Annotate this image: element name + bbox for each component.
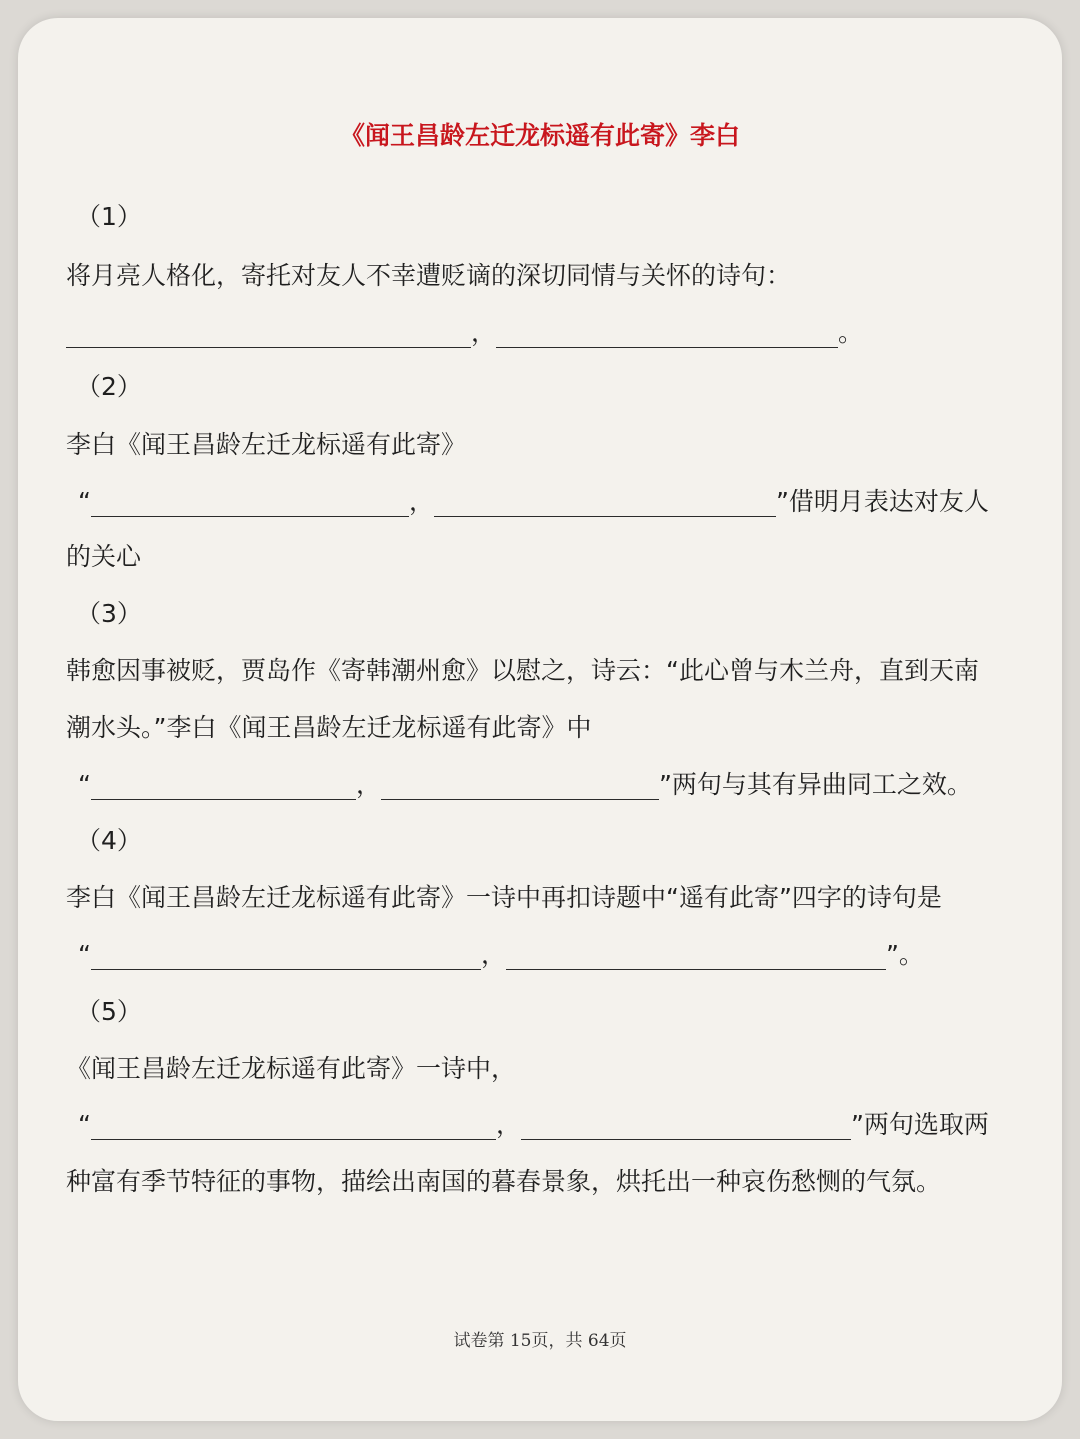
open-quote: “ [78, 1110, 91, 1139]
question-3-answer-line [78, 770, 972, 800]
open-quote: “ [78, 487, 91, 516]
close-quote-period: ”。 [885, 940, 924, 969]
question-1-prompt: 将月亮人格化，寄托对友人不幸遭贬谪的深切同情与关怀的诗句： [66, 261, 792, 290]
question-4-number: （4） [76, 826, 142, 855]
comma: ， [408, 487, 434, 516]
open-quote: “ [78, 940, 91, 969]
comma: ， [495, 1110, 521, 1139]
question-2-number: （2） [76, 372, 142, 401]
answer-blank[interactable] [91, 490, 409, 517]
answer-blank[interactable] [91, 773, 356, 800]
question-1-number: （1） [76, 202, 142, 231]
question-3-suffix: ”两句与其有异曲同工之效。 [658, 770, 972, 799]
answer-blank[interactable] [521, 1113, 851, 1140]
question-5-prompt: 《闻王昌龄左迁龙标遥有此寄》一诗中， [66, 1054, 517, 1083]
comma: ， [355, 770, 381, 799]
open-quote: “ [78, 770, 91, 799]
question-5-answer-line [78, 1110, 989, 1140]
question-4-answer-line [78, 940, 924, 970]
comma: ， [471, 318, 497, 347]
page-title: 《闻王昌龄左迁龙标遥有此寄》李白 [339, 121, 740, 150]
question-2-suffix: ”借明月表达对友人 [775, 487, 989, 516]
comma: ， [480, 940, 506, 969]
question-4-prompt: 李白《闻王昌龄左迁龙标遥有此寄》一诗中再扣诗题中“遥有此寄”四字的诗句是 [66, 883, 942, 912]
page-footer: 试卷第 15页，共 64页 [453, 1331, 627, 1351]
answer-blank[interactable] [434, 490, 776, 517]
answer-blank[interactable] [506, 943, 886, 970]
period: 。 [838, 318, 864, 347]
answer-blank[interactable] [381, 773, 659, 800]
exam-page [18, 18, 1062, 1421]
question-5-number: （5） [76, 997, 142, 1026]
answer-blank[interactable] [91, 1113, 496, 1140]
question-5-suffix: ”两句选取两 [850, 1110, 989, 1139]
answer-blank[interactable] [496, 321, 838, 348]
question-5-continuation: 种富有季节特征的事物，描绘出南国的暮春景象，烘托出一种哀伤愁恻的气氛。 [66, 1167, 942, 1196]
question-3-line-2: 潮水头。”李白《闻王昌龄左迁龙标遥有此寄》中 [66, 713, 592, 742]
question-2-answer-line [78, 487, 989, 517]
question-1-answer-line [66, 318, 863, 348]
question-3-line-1: 韩愈因事被贬，贾岛作《寄韩潮州愈》以慰之，诗云：“此心曾与木兰舟，直到天南 [66, 656, 979, 685]
question-3-number: （3） [76, 599, 142, 628]
answer-blank[interactable] [66, 321, 471, 348]
question-2-prompt: 李白《闻王昌龄左迁龙标遥有此寄》 [66, 430, 467, 459]
answer-blank[interactable] [91, 943, 481, 970]
question-2-continuation: 的关心 [66, 542, 142, 571]
